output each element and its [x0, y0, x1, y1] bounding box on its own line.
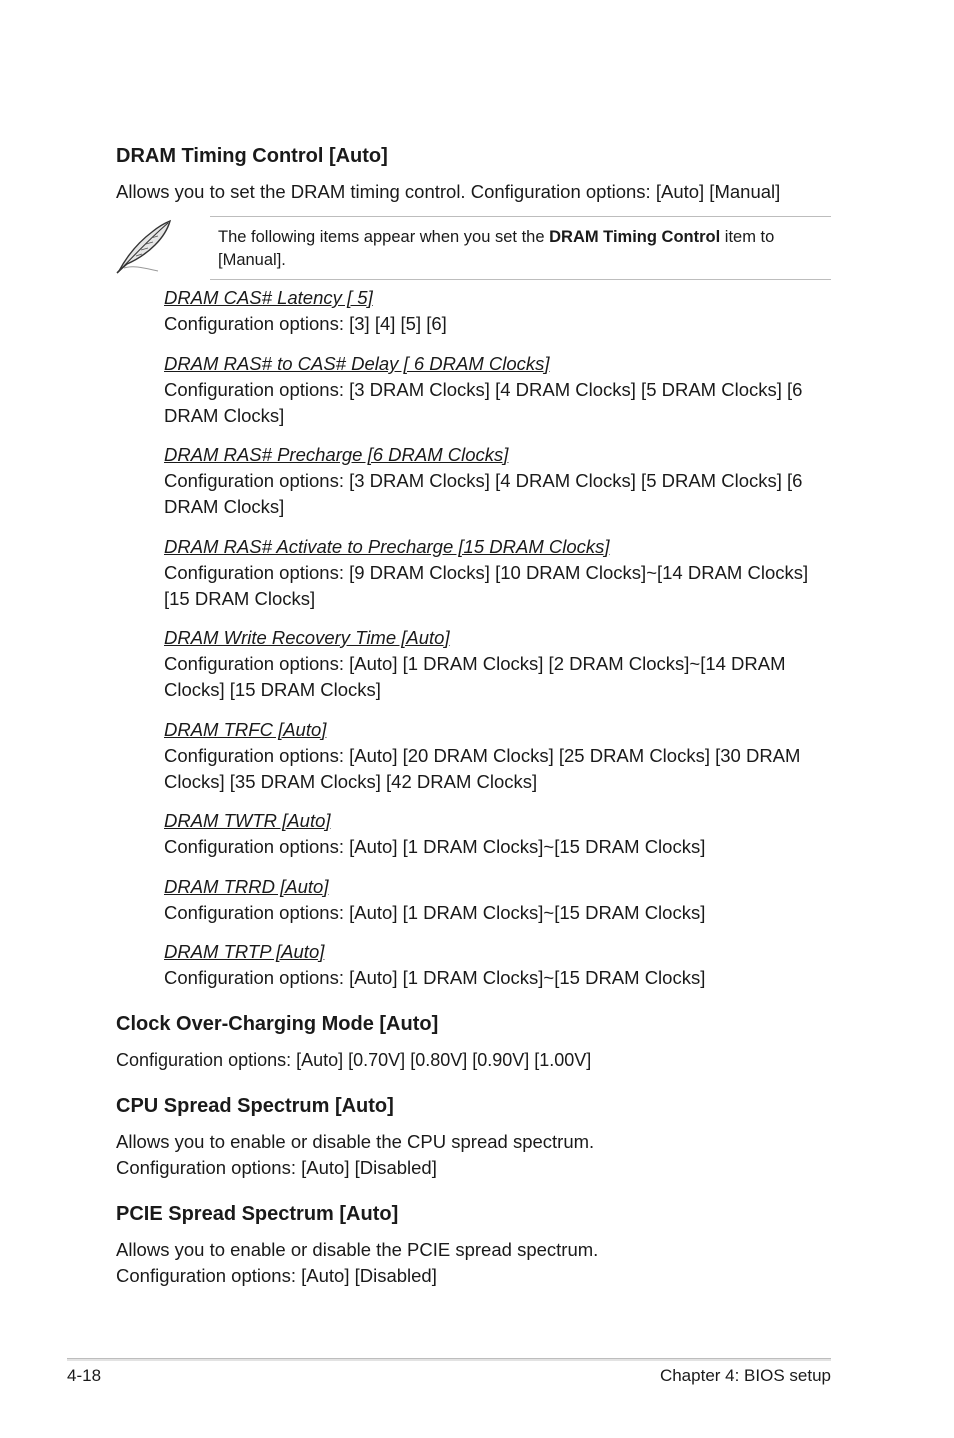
section-heading-clock-overcharging: Clock Over-Charging Mode [Auto]: [116, 1013, 439, 1035]
sub-item-title: DRAM TRRD [Auto]: [164, 876, 329, 897]
sub-item: [164, 442, 834, 520]
sub-item-options: Configuration options: [Auto] [1 DRAM Clocks]~[15 DRAM Clocks]: [164, 967, 706, 988]
note-text-after: item to [Manual].: [218, 228, 775, 269]
note-box: [210, 216, 831, 280]
section-desc-cpu-spread-line2: Configuration options: [Auto] [Disabled]: [116, 1157, 437, 1178]
note-text: [218, 226, 818, 272]
section-desc-cpu-spread-line1: Allows you to enable or disable the CPU spread spectrum.: [116, 1131, 595, 1152]
sub-item-title: DRAM RAS# Precharge [6 DRAM Clocks]: [164, 444, 509, 465]
sub-item-options: Configuration options: [3] [4] [5] [6]: [164, 313, 447, 334]
sub-item-options: Configuration options: [3 DRAM Clocks] [4 DRAM Clocks] [5 DRAM Clocks] [6 DRAM Clocks]: [164, 470, 803, 517]
feather-quill-icon: [114, 218, 174, 276]
page-number: 4-18: [67, 1366, 102, 1385]
sub-item: [164, 808, 834, 860]
sub-item-title: DRAM CAS# Latency [ 5]: [164, 287, 373, 308]
section-desc-pcie-spread-line2: Configuration options: [Auto] [Disabled]: [116, 1265, 437, 1286]
section-heading-dram-timing: DRAM Timing Control [Auto]: [116, 145, 388, 167]
sub-item: [164, 874, 834, 926]
sub-item-title: DRAM TRFC [Auto]: [164, 719, 327, 740]
sub-item: [164, 625, 834, 703]
sub-item-options: Configuration options: [Auto] [1 DRAM Clocks] [2 DRAM Clocks]~[14 DRAM Clocks] [15 DRAM Clocks]: [164, 653, 786, 700]
sub-item-options: Configuration options: [9 DRAM Clocks] [10 DRAM Clocks]~[14 DRAM Clocks] [15 DRAM Clocks]: [164, 562, 809, 609]
section-desc-dram-timing: Allows you to set the DRAM timing control. Configuration options: [Auto] [Manual]: [116, 181, 781, 202]
note-text-before: The following items appear when you set the: [218, 228, 550, 246]
sub-item-title: DRAM RAS# Activate to Precharge [15 DRAM Clocks]: [164, 536, 610, 557]
sub-item-title: DRAM Write Recovery Time [Auto]: [164, 627, 450, 648]
section-heading-cpu-spread: CPU Spread Spectrum [Auto]: [116, 1095, 394, 1117]
note-text-bold: DRAM Timing Control: [549, 228, 721, 246]
sub-item: [164, 939, 834, 991]
sub-item-options: Configuration options: [Auto] [1 DRAM Clocks]~[15 DRAM Clocks]: [164, 902, 706, 923]
sub-item-title: DRAM TWTR [Auto]: [164, 810, 331, 831]
footer-divider: [67, 1358, 831, 1361]
chapter-label: Chapter 4: BIOS setup: [659, 1366, 831, 1385]
section-heading-pcie-spread: PCIE Spread Spectrum [Auto]: [116, 1203, 399, 1225]
sub-item-options: Configuration options: [Auto] [1 DRAM Clocks]~[15 DRAM Clocks]: [164, 836, 706, 857]
sub-item: [164, 285, 834, 337]
sub-item: [164, 534, 834, 612]
sub-item-title: DRAM RAS# to CAS# Delay [ 6 DRAM Clocks]: [164, 353, 550, 374]
sub-item-options: Configuration options: [Auto] [20 DRAM Clocks] [25 DRAM Clocks] [30 DRAM Clocks] [35 DRAM Clocks] [42 DRAM Clocks]: [164, 745, 801, 792]
sub-item: [164, 717, 834, 795]
section-desc-pcie-spread-line1: Allows you to enable or disable the PCIE spread spectrum.: [116, 1239, 599, 1260]
sub-item-options: Configuration options: [3 DRAM Clocks] [4 DRAM Clocks] [5 DRAM Clocks] [6 DRAM Clocks]: [164, 379, 803, 426]
sub-item: [164, 351, 834, 429]
sub-item-title: DRAM TRTP [Auto]: [164, 941, 325, 962]
section-desc-clock-overcharging: Configuration options: [Auto] [0.70V] [0.80V] [0.90V] [1.00V]: [116, 1050, 592, 1070]
